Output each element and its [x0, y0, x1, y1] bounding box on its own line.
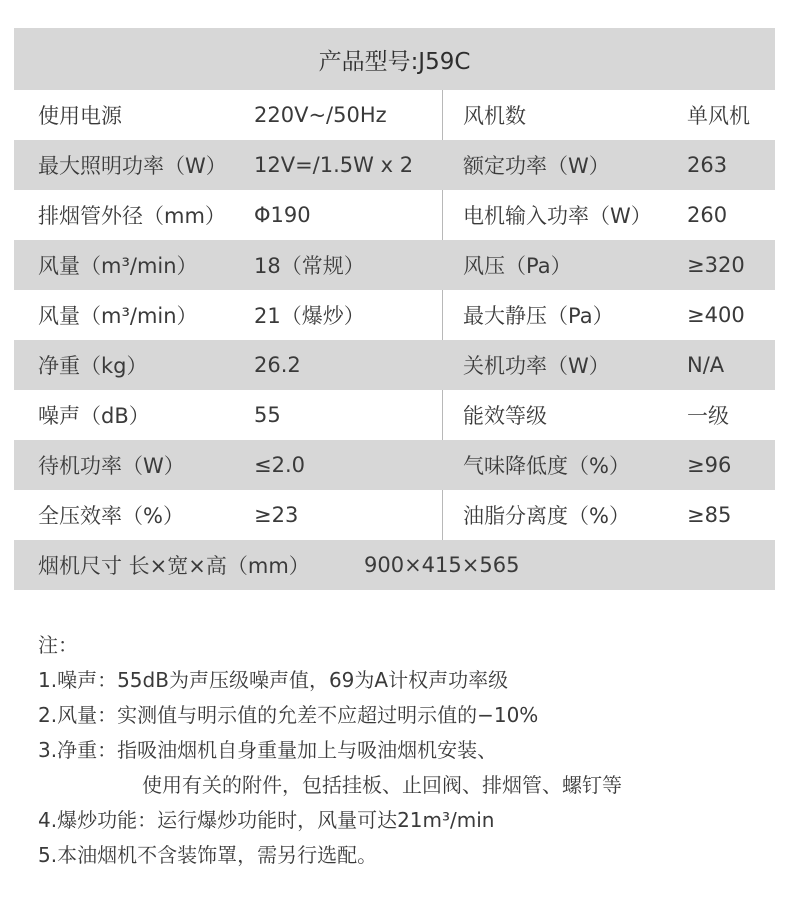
spec-label: 噪声（dB）: [38, 404, 150, 428]
notes-section: [38, 628, 622, 873]
note-line: 1.噪声：55dB为声压级噪声值，69为A计权声功率级: [38, 668, 509, 692]
spec-value: ≥23: [254, 503, 299, 527]
table-row: [14, 290, 775, 340]
note-line: 4.爆炒功能：运行爆炒功能时，风量可达21m³/min: [38, 808, 495, 832]
spec-label: 风压（Pa）: [463, 254, 572, 278]
table-row: [14, 240, 775, 290]
table-row: [14, 140, 775, 190]
spec-label: 电机输入功率（W）: [463, 204, 652, 228]
note-line: 5.本油烟机不含装饰罩，需另行选配。: [38, 843, 378, 867]
spec-value: ≥96: [687, 453, 732, 477]
spec-label: 关机功率（W）: [463, 354, 610, 378]
spec-value: 21（爆炒）: [254, 304, 365, 328]
model-title: 产品型号:J59C: [14, 28, 775, 90]
spec-value: 260: [687, 203, 728, 227]
spec-value: 26.2: [254, 353, 301, 377]
spec-value: 263: [687, 153, 728, 177]
spec-label: 使用电源: [38, 104, 122, 128]
spec-value: ≤2.0: [254, 453, 305, 477]
spec-value: 12V=/1.5W x 2: [254, 153, 414, 177]
spec-label: 额定功率（W）: [463, 154, 610, 178]
spec-label: 油脂分离度（%）: [463, 504, 630, 528]
table-row: [14, 440, 775, 490]
notes-heading: 注：: [38, 633, 78, 657]
spec-value: 18（常规）: [254, 254, 365, 278]
spec-value: ≥400: [687, 303, 745, 327]
spec-label: 排烟管外径（mm）: [38, 204, 226, 228]
spec-label: 全压效率（%）: [38, 504, 184, 528]
spec-label: 能效等级: [463, 404, 547, 428]
spec-label: 净重（kg）: [38, 354, 148, 378]
spec-value: Φ190: [254, 203, 311, 227]
dimensions-row: [14, 540, 775, 590]
spec-value: N/A: [687, 353, 725, 377]
spec-label: 风机数: [463, 104, 526, 128]
table-row: [14, 390, 775, 440]
spec-label: 风量（m³/min）: [38, 254, 198, 278]
table-row: [14, 190, 775, 240]
table-row: [14, 490, 775, 540]
table-row: [14, 90, 775, 140]
spec-label: 最大照明功率（W）: [38, 154, 227, 178]
spec-label: 风量（m³/min）: [38, 304, 198, 328]
spec-value: 一级: [687, 404, 729, 428]
dimensions-label: 烟机尺寸 长×宽×高（mm）: [38, 554, 310, 578]
spec-label: 待机功率（W）: [38, 454, 185, 478]
table-row: [14, 340, 775, 390]
note-line: 使用有关的附件，包括挂板、止回阀、排烟管、螺钉等: [142, 773, 622, 797]
spec-value: ≥85: [687, 503, 732, 527]
spec-table: [14, 90, 775, 590]
spec-value: 220V~/50Hz: [254, 103, 387, 127]
spec-value: 55: [254, 403, 281, 427]
spec-label: 气味降低度（%）: [463, 454, 630, 478]
spec-value: 单风机: [687, 104, 750, 128]
spec-value: ≥320: [687, 253, 745, 277]
note-line: 3.净重：指吸油烟机自身重量加上与吸油烟机安装、: [38, 738, 498, 762]
spec-label: 最大静压（Pa）: [463, 304, 614, 328]
dimensions-value: 900×415×565: [364, 553, 520, 577]
note-line: 2.风量：实测值与明示值的允差不应超过明示值的−10%: [38, 703, 539, 727]
